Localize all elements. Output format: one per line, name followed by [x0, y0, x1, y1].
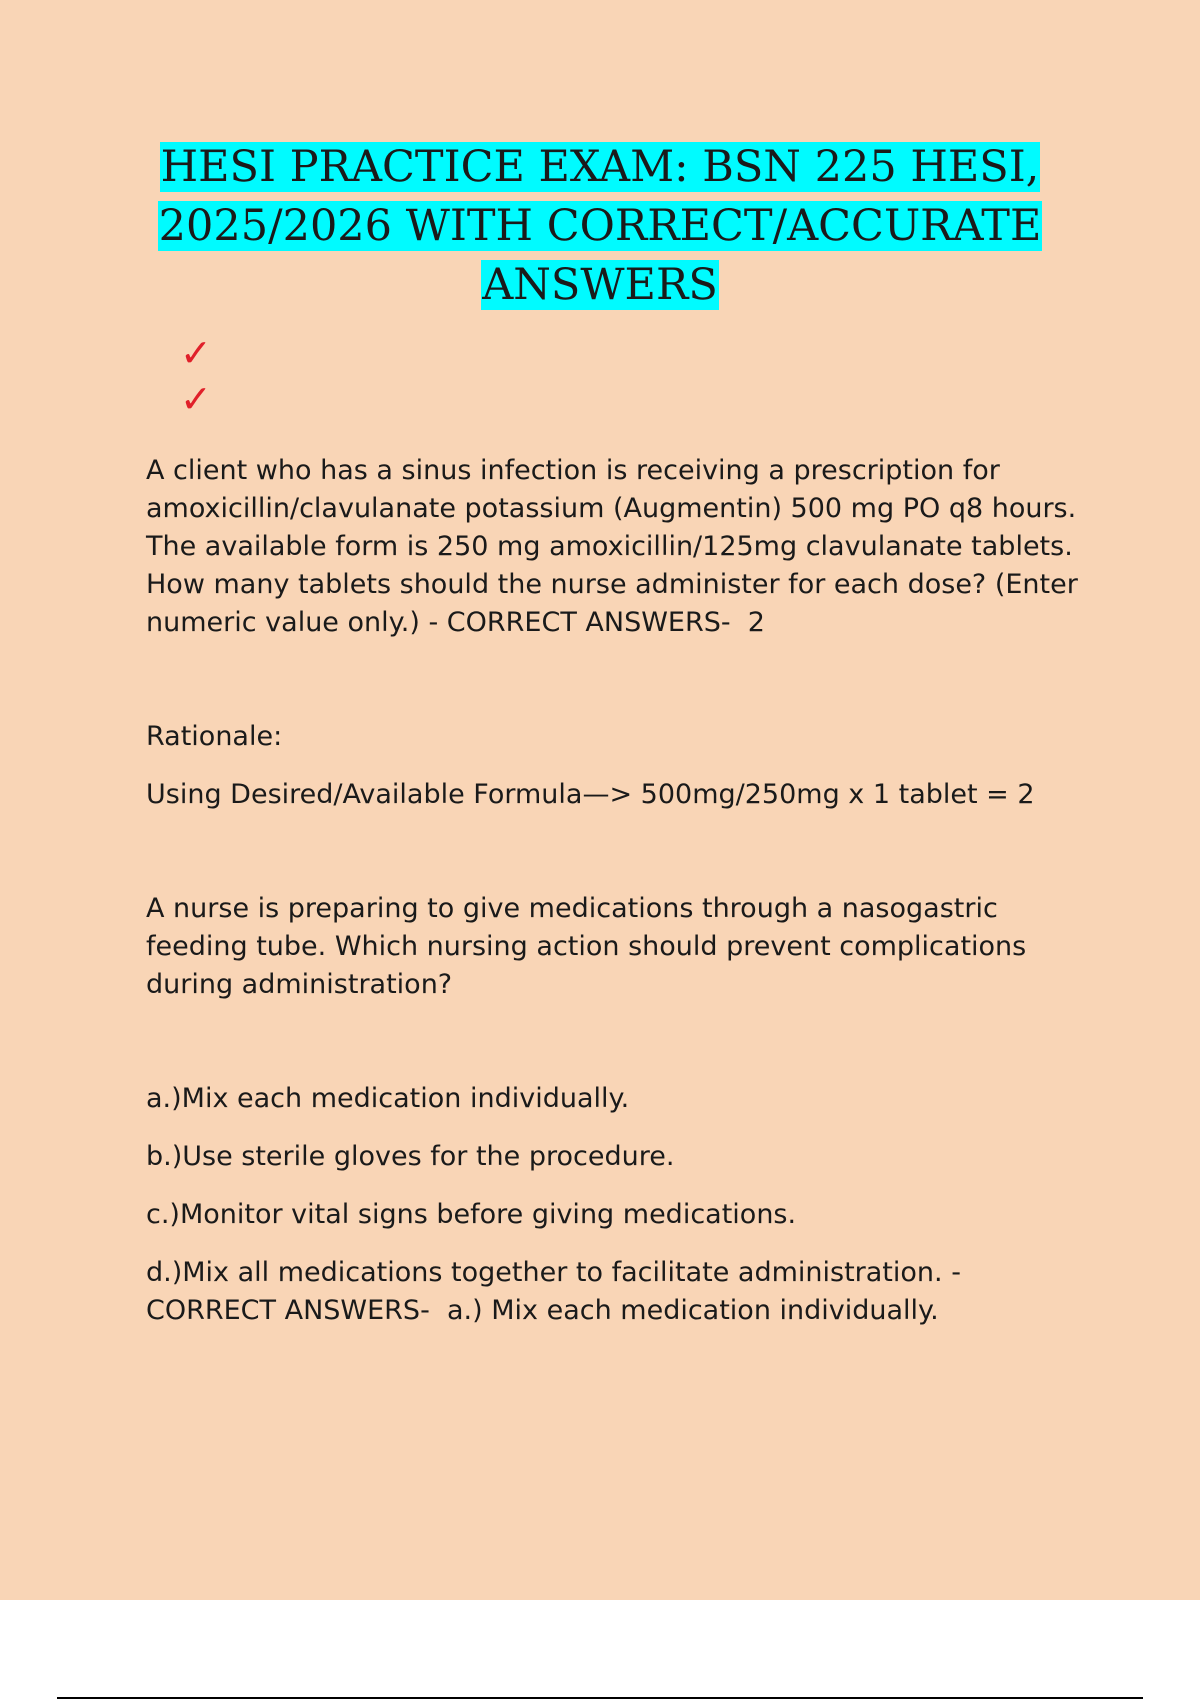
answer-option-b: b.)Use sterile gloves for the procedure. — [146, 1141, 675, 1172]
answer-option-a: a.)Mix each medication individually. — [146, 1083, 630, 1114]
answer-option-d: d.)Mix all medications together to facilitate administration. - CORRECT ANSWERS- a.) Mix each medication individually. — [146, 1257, 970, 1326]
title-line-2: 2025/2026 WITH CORRECT/ACCURATE — [158, 201, 1042, 251]
rationale-label: Rationale: — [146, 721, 283, 752]
title-line-1: HESI PRACTICE EXAM: BSN 225 HESI, — [160, 142, 1040, 192]
footer-divider — [57, 1697, 1143, 1699]
checkmark-icon: ✓ — [180, 377, 212, 421]
question-1-text: A client who has a sinus infection is receiving a prescription for amoxicillin/clavulanate potassium (Augmentin) 500 mg PO q8 hours. The available form is 250 mg amoxicillin/125mg clavulanate tablets. How many tablets should the nurse administer for each dose? (Enter numeric value only.) - CORRECT ANSWERS- 2 — [146, 455, 1087, 638]
answer-option-c: c.)Monitor vital signs before giving medications. — [146, 1199, 797, 1230]
question-2-text: A nurse is preparing to give medications through a nasogastric feeding tube. Which nursing action should prevent complications during administration? — [146, 893, 1035, 1000]
document-body — [146, 452, 1086, 1330]
checkmark-icon: ✓ — [180, 331, 212, 375]
rationale-text: Using Desired/Available Formula—> 500mg/250mg x 1 tablet = 2 — [146, 779, 1035, 810]
title-line-3: ANSWERS — [482, 260, 718, 310]
document-title — [110, 138, 1090, 315]
checkmark-list — [180, 330, 212, 422]
